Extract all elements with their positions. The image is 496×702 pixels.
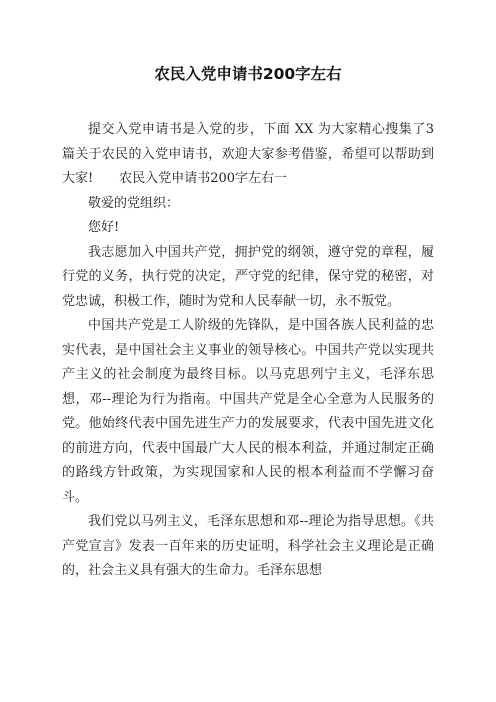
paragraph-intro: 提交入党申请书是入党的步，下面 XX 为大家精心搜集了3篇关于农民的入党申请书，欢迎大家参考借鉴，希望可以帮助到大家! 农民入党申请书200字左右一 <box>62 122 434 186</box>
paragraph-pledge: 我志愿加入中国共产党，拥护党的纲领，遵守党的章程，履行党的义务，执行党的决定，严守党的纪律，保守党的秘密，对党忠诚，积极工作，随时为党和人民奉献一切，永不叛党。 <box>62 244 434 309</box>
paragraph-guiding-thought: 我们党以马列主义，毛泽东思想和邓--理论为指导思想。《共产党宣言》发表一百年来的历史证明，科学社会主义理论是正确的，社会主义具有强大的生命力。毛泽东思想 <box>62 514 434 578</box>
document-body <box>62 118 434 584</box>
document-title: 农民入党申请书200字左右 <box>154 65 342 83</box>
paragraph-salutation: 敬爱的党组织： <box>88 195 180 211</box>
paragraph-greeting: 您好! <box>88 220 120 235</box>
paragraph-party-nature: 中国共产党是工人阶级的先锋队，是中国各族人民利益的忠实代表，是中国社会主义事业的领导核心。中国共产党以实现共产主义的社会制度为最终目标。以马克思列宁主义，毛泽东思想，邓--理论为行为指南。中国共产党是全心全意为人民服务的党。他始终代表中国先进生产力的发展要求，代表中国先进文化的前进方向，代表中国最广大人民的根本利益，并通过制定正确的路线方针政策，为实现国家和人民的根本利益而不学懈习奋斗。 <box>62 318 434 505</box>
